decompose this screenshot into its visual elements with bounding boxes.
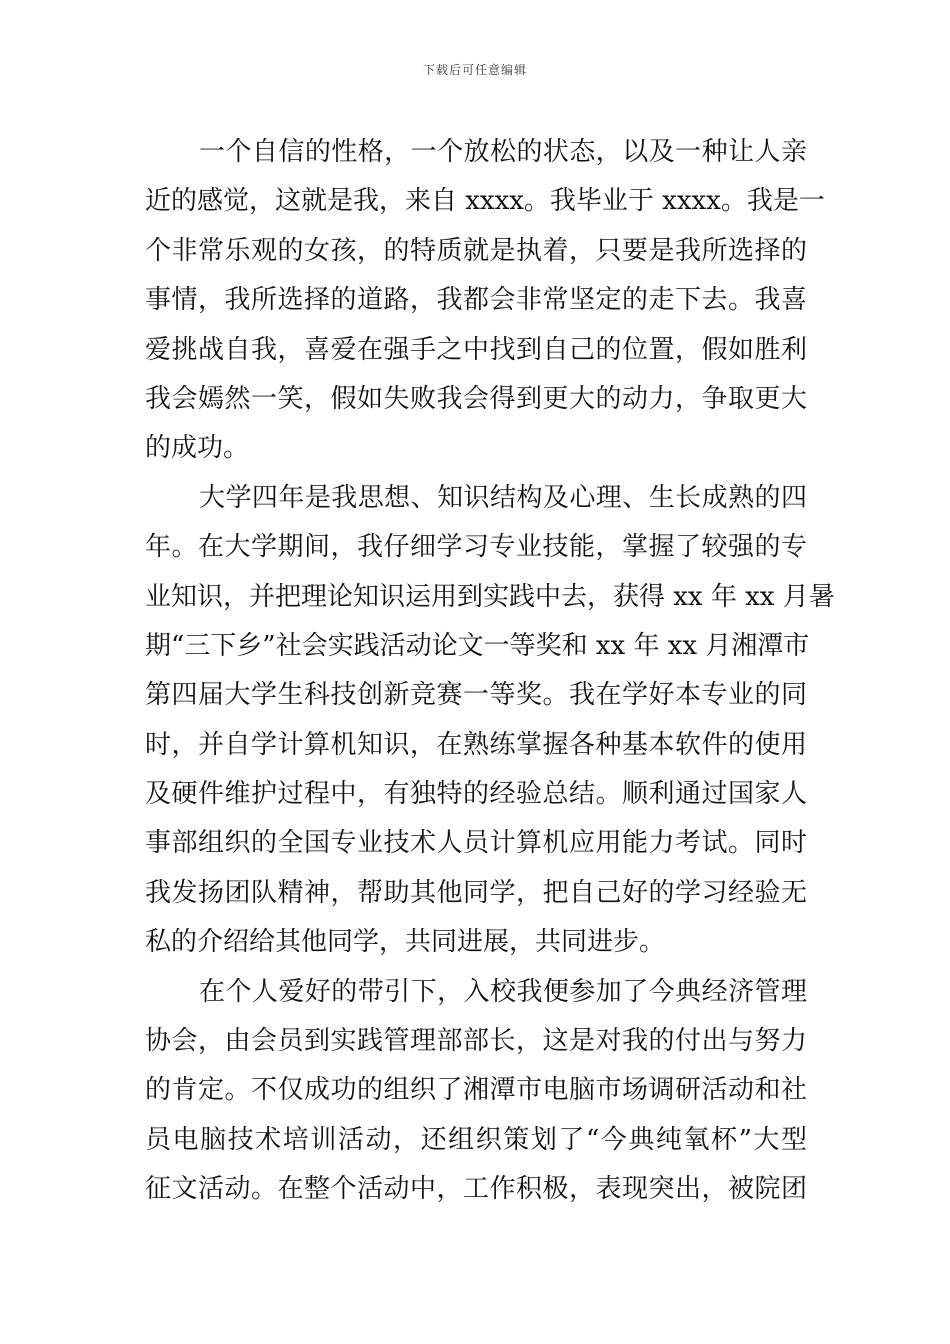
text-line: 爱挑战自我，喜爱在强手之中找到自己的位置，假如胜利 — [145, 334, 807, 365]
text-line: 的成功。 — [145, 433, 250, 464]
page-header: 下载后可任意编辑 — [422, 63, 527, 77]
text-line: 的肯定。不仅成功的组织了湘潭市电脑市场调研活动和社 — [145, 1075, 807, 1106]
text-line: 年。在大学期间，我仔细学习专业技能，掌握了较强的专 — [145, 532, 807, 563]
text-line: 我会嫣然一笑，假如失败我会得到更大的动力，争取更大 — [145, 383, 807, 414]
text-line: 时，并自学计算机知识，在熟练掌握各种基本软件的使用 — [145, 729, 807, 760]
text-line: 大学四年是我思想、知识结构及心理、生长成熟的四 — [199, 482, 807, 513]
document-body — [145, 128, 835, 1215]
paragraph-3 — [145, 968, 807, 1215]
text-line: 私的介绍给其他同学，共同进展，共同进步。 — [145, 927, 666, 958]
paragraph-1 — [145, 128, 825, 474]
text-line: 在个人爱好的带引下，入校我便参加了今典经济管理 — [199, 976, 807, 1007]
text-line: 一个自信的性格，一个放松的状态，以及一种让人亲 — [199, 137, 807, 167]
text-line: 员电脑技术培训活动，还组织策划了“今典纯氧杯”大型 — [145, 1124, 807, 1155]
text-line: 及硬件维护过程中，有独特的经验总结。顺利通过国家人 — [145, 779, 807, 810]
text-line: 事情，我所选择的道路，我都会非常坚定的走下去。我喜 — [145, 285, 807, 316]
paragraph-2 — [145, 474, 835, 968]
text-line: 征文活动。在整个活动中，工作积极，表现突出，被院团 — [145, 1174, 807, 1205]
text-line: 期“三下乡”社会实践活动论文一等奖和 xx 年 xx 月湘潭市 — [145, 630, 810, 661]
text-line: 协会，由会员到实践管理部部长，这是对我的付出与努力 — [145, 1026, 807, 1057]
text-line: 第四届大学生科技创新竞赛一等奖。我在学好本专业的同 — [145, 680, 807, 711]
text-line: 近的感觉，这就是我，来自 xxxx。我毕业于 xxxx。我是一 — [145, 186, 825, 217]
text-line: 个非常乐观的女孩，的特质就是执着，只要是我所选择的 — [145, 235, 807, 266]
text-line: 我发扬团队精神，帮助其他同学，把自己好的学习经验无 — [145, 877, 807, 908]
text-line: 事部组织的全国专业技术人员计算机应用能力考试。同时 — [145, 828, 807, 859]
text-line: 业知识，并把理论知识运用到实践中去，获得 xx 年 xx 月暑 — [145, 581, 835, 612]
